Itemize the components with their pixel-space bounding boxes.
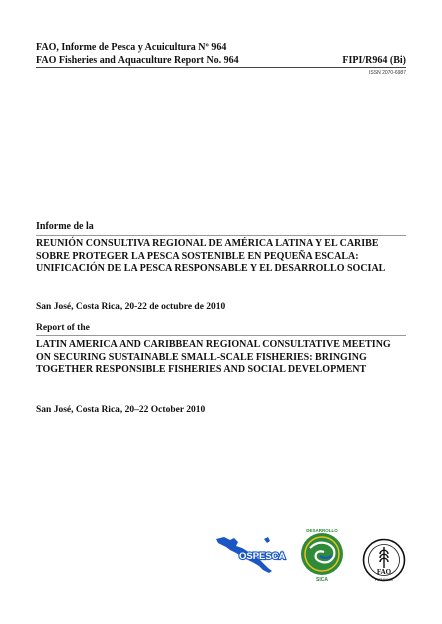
meeting-title-en: LATIN AMERICA AND CARIBBEAN REGIONAL CONSULTATIVE MEETING ON SECURING SUSTAINABLE SMALL-SCALE FISHERIES: BRINGING TOGETHER RESPONSIBLE FISHERIES AND SOCIAL DEVELOPMENT [36,339,391,375]
report-label-es: Informe de la [36,221,94,232]
fao-logo [362,538,406,582]
sica-logo [296,526,348,582]
fao-motto-text: FIAT PANIS [375,578,393,582]
fao-logo-text: FAO [376,568,392,576]
issn-number: ISSN 2070-6987 [369,70,406,76]
report-label-en: Report of the [36,323,90,333]
sica-bottom-text: SICA [316,577,328,582]
meeting-title-es: REUNIÓN CONSULTIVA REGIONAL DE AMÉRICA LATINA Y EL CARIBE SOBRE PROTEGER LA PESCA SOSTENIBLE EN PEQUEÑA ESCALA: UNIFICACIÓN DE LA PESCA RESPONSABLE Y EL DESARROLLO SOCIAL [36,238,386,274]
ospesca-logo [214,533,294,575]
place-date-en: San José, Costa Rica, 20–22 October 2010 [36,405,206,415]
place-date-es: San José, Costa Rica, 20-22 de octubre de 2010 [36,302,226,312]
header-divider [36,67,406,68]
sica-top-text: DESARROLLO [306,528,338,533]
series-title-en: FAO Fisheries and Aquaculture Report No. 964 [36,55,239,66]
ospesca-logo-text: OSPESCA [239,551,286,562]
report-code: FIPI/R964 (Bi) [342,55,406,66]
divider-es [36,235,406,236]
series-title-es: FAO, Informe de Pesca y Acuicultura Nº 964 [36,42,227,53]
divider-en [36,335,406,336]
wheat-ear-icon [380,547,388,568]
